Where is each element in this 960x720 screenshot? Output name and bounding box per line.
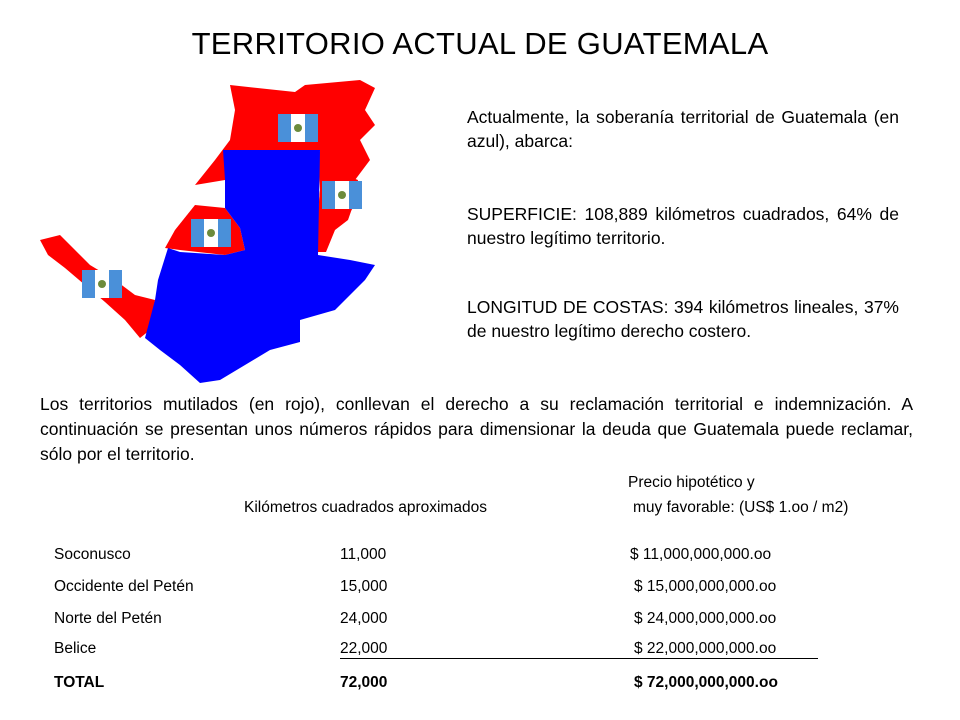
table-total-row [0,674,960,706]
surface-paragraph: SUPERFICIE: 108,889 kilómetros cuadrados, 64% de nuestro legítimo territorio. [467,204,899,248]
row-territory-name: Occidente del Petén [54,578,194,595]
row-territory-name: Belice [54,640,97,657]
km-column-header: Kilómetros cuadrados aproximados [244,499,487,516]
guatemala-flag-icon [82,270,122,298]
price-column-header-line2: muy favorable: (US$ 1.oo / m2) [633,499,849,516]
row-price-value: $ 24,000,000,000.oo [634,610,777,627]
row-km-value: 11,000 [340,546,387,563]
row-price-value: $ 11,000,000,000.oo [630,546,772,563]
total-price-value: $ 72,000,000,000.oo [634,674,778,691]
table-row [0,546,960,578]
total-km-value: 72,000 [340,674,388,691]
guatemala-flag-icon [322,181,362,209]
sovereignty-paragraph: Actualmente, la soberanía territorial de Guatemala (en azul), abarca: [467,107,899,151]
row-price-value: $ 15,000,000,000.oo [634,578,777,595]
total-label: TOTAL [54,674,105,691]
total-divider [340,658,818,659]
row-territory-name: Norte del Petén [54,610,162,627]
price-column-header-line1: Precio hipotético y [628,474,755,491]
row-km-value: 15,000 [340,578,388,595]
guatemala-territory-map [30,80,430,385]
coastline-paragraph: LONGITUD DE COSTAS: 394 kilómetros lineales, 37% de nuestro legítimo derecho costero. [467,297,899,341]
page-title: TERRITORIO ACTUAL DE GUATEMALA [191,26,769,61]
row-km-value: 22,000 [340,640,388,657]
table-row [0,578,960,610]
row-territory-name: Soconusco [54,546,131,563]
table-row [0,610,960,642]
guatemala-flag-icon [278,114,318,142]
table-row [0,640,960,672]
intro-paragraph: Los territorios mutilados (en rojo), conllevan el derecho a su reclamación territorial e indemnización. A continuación se presentan unos números rápidos para dimensionar la deuda que Guatemala puede reclamar, sólo por el territorio. [40,394,913,464]
row-price-value: $ 22,000,000,000.oo [634,640,777,657]
guatemala-flag-icon [191,219,231,247]
row-km-value: 24,000 [340,610,388,627]
